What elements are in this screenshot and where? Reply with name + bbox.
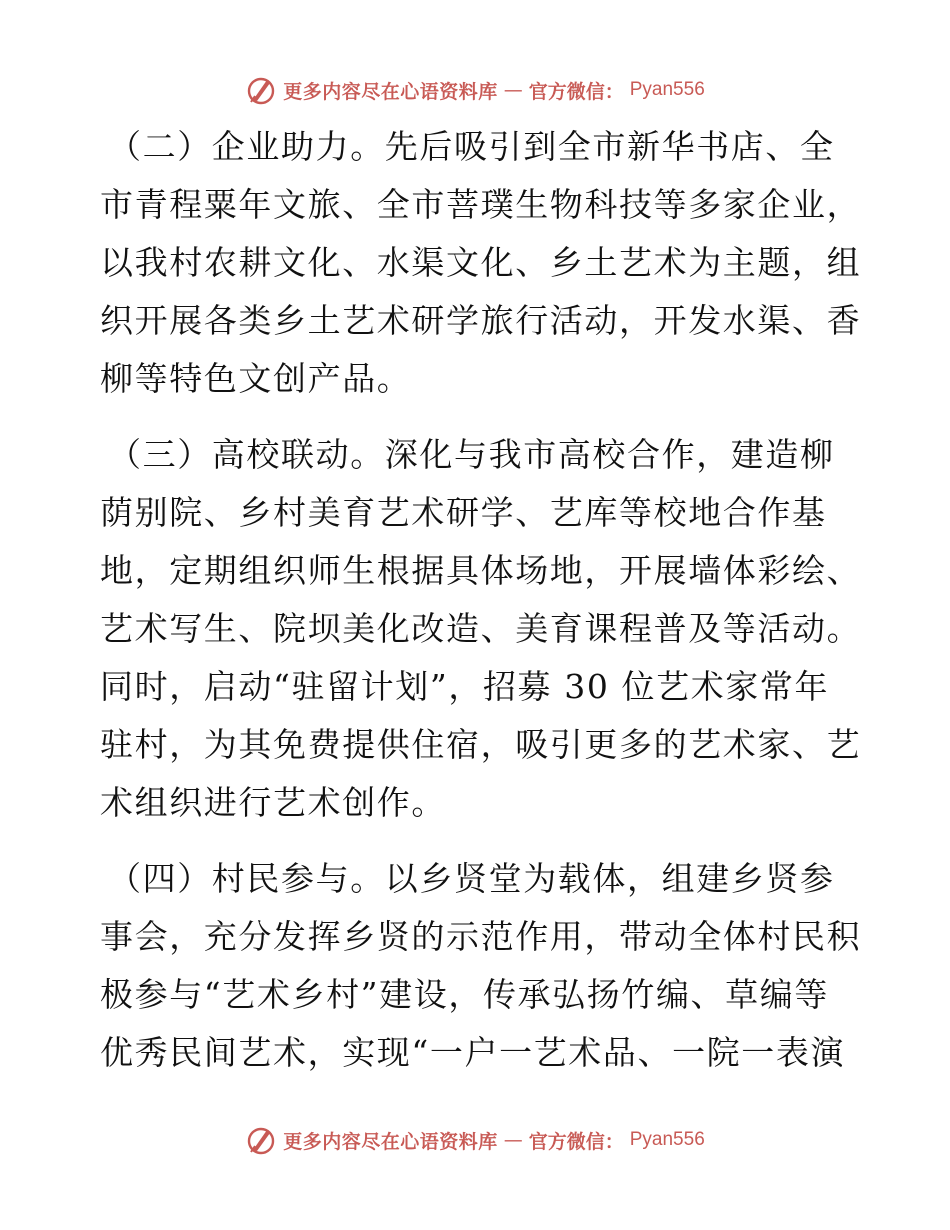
banner-main-text: 更多内容尽在心语资料库 — [283, 80, 498, 103]
banner-main-text: 更多内容尽在心语资料库 — [283, 1130, 498, 1153]
text-line: （四）村民参与。以乡贤堂为载体，组建乡贤参 — [108, 859, 835, 898]
text-line: 以我村农耕文化、水渠文化、乡土艺术为主题，组 — [100, 243, 862, 282]
text-line: 同时，启动“驻留计划”，招募 30 位艺术家常年 — [100, 667, 830, 706]
text-line: 荫别院、乡村美育艺术研学、艺库等校地合作基 — [100, 493, 827, 532]
text-line: 术组织进行艺术创作。 — [100, 783, 446, 822]
watermark-banner — [245, 74, 705, 106]
banner-separator: — — [503, 1129, 523, 1151]
text-line: （二）企业助力。先后吸引到全市新华书店、全 — [108, 127, 835, 166]
text-line: 柳等特色文创产品。 — [100, 359, 412, 398]
text-line: 驻村，为其免费提供住宿，吸引更多的艺术家、艺 — [100, 725, 862, 764]
header-banner — [0, 72, 950, 108]
paragraph-enterprise — [100, 118, 860, 408]
text-line: 艺术写生、院坝美化改造、美育课程普及等活动。 — [100, 609, 862, 648]
banner-official-label: 官方微信： — [528, 1130, 624, 1153]
body-text — [100, 118, 860, 1100]
text-line: 地，定期组织师生根据具体场地，开展墙体彩绘、 — [100, 551, 862, 590]
quill-in-circle-icon — [245, 74, 277, 106]
text-line: （三）高校联动。深化与我市高校合作，建造柳 — [108, 435, 835, 474]
banner-wechat-id: Pyan556 — [629, 1129, 705, 1150]
paragraph-villagers — [100, 850, 860, 1082]
banner-separator: — — [503, 79, 523, 101]
watermark-banner — [245, 1124, 705, 1156]
footer-banner — [0, 1122, 950, 1158]
banner-official-label: 官方微信： — [528, 80, 624, 103]
text-line: 市青程粟年文旅、全市菩璞生物科技等多家企业， — [100, 185, 862, 224]
quill-in-circle-icon — [245, 1124, 277, 1156]
banner-wechat-id: Pyan556 — [629, 79, 705, 100]
text-line: 极参与“艺术乡村”建设，传承弘扬竹编、草编等 — [100, 975, 829, 1014]
text-line: 事会，充分发挥乡贤的示范作用，带动全体村民积 — [100, 917, 862, 956]
paragraph-university — [100, 426, 860, 832]
text-line: 织开展各类乡土艺术研学旅行活动，开发水渠、香 — [100, 301, 862, 340]
text-line: 优秀民间艺术，实现“一户一艺术品、一院一表演 — [100, 1033, 846, 1072]
